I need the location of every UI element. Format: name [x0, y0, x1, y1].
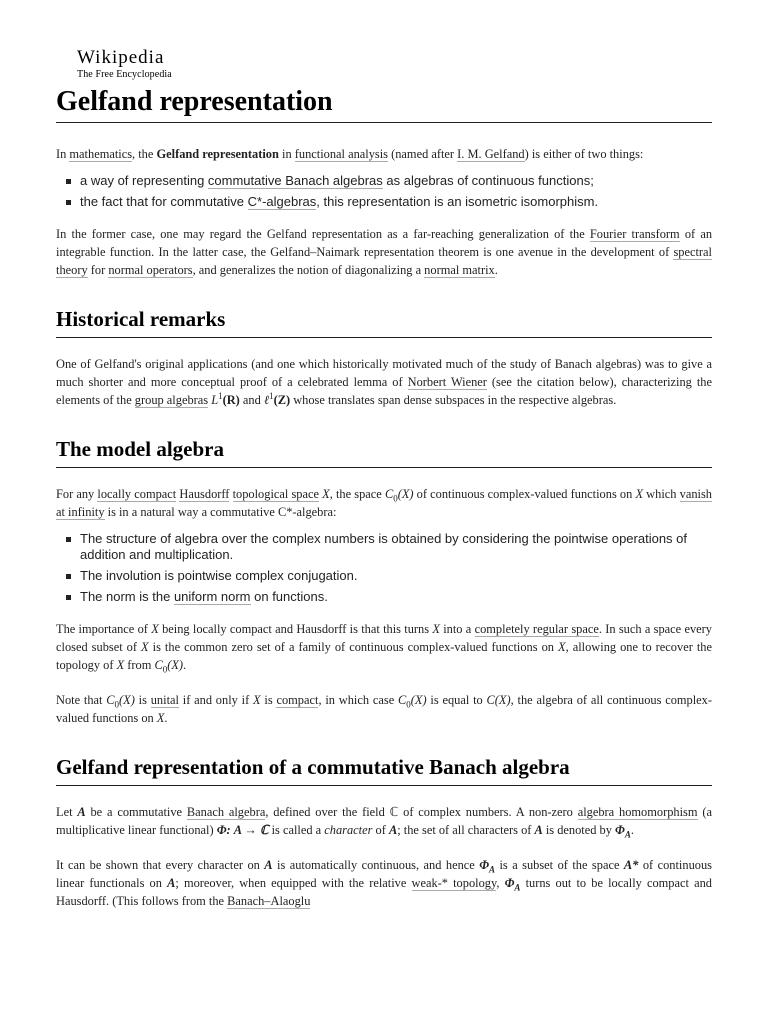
logo-tagline: The Free Encyclopedia [77, 69, 172, 80]
logo-wordmark: Wikipedia [77, 47, 165, 68]
list-item: The norm is the uniform norm on functions. [80, 589, 712, 605]
link-c-star-algebras[interactable]: C*-algebras [247, 194, 317, 209]
link-weak-star-topology[interactable]: weak-* topology [411, 876, 497, 890]
math-ell: ℓ [263, 393, 270, 407]
model-paragraph-1: For any locally compact Hausdorff topological space X, the space $C_0(X)$ of continuous complex-valued functions on X which vanish at infinity is in a natural way a commutative C*-algebra: [56, 487, 712, 519]
link-normal-operators[interactable]: normal operators [108, 263, 193, 277]
list-item: a way of representing commutative Banach algebras as algebras of continuous functions; [80, 173, 712, 189]
link-completely-regular-space[interactable]: completely regular space [474, 622, 599, 636]
link-vanish-at-infinity[interactable]: vanish at infinity [56, 487, 712, 519]
heading-model-algebra: The model algebra [56, 437, 712, 468]
page-title: Gelfand representation [56, 86, 712, 123]
intro-list [56, 173, 712, 210]
intro-paragraph-2: In the former case, one may regard the Gelfand representation as a far-reaching generalization of the Fourier transform of an integrable function. In the latter case, the Gelfand–Naimark representation theorem is one avenue in the development of spectral theory for normal operators, and generalizes the notion of diagonalizing a normal matrix. [56, 227, 713, 277]
link-locally-compact[interactable]: locally compact [97, 487, 177, 501]
list-item: The involution is pointwise complex conjugation. [80, 568, 712, 584]
link-compact[interactable]: compact [276, 693, 319, 707]
math-Z: (Z) [273, 393, 291, 407]
link-functional-analysis[interactable]: functional analysis [294, 147, 389, 161]
link-spectral-theory[interactable]: spectral theory [56, 245, 712, 277]
link-norbert-wiener[interactable]: Norbert Wiener [407, 375, 487, 389]
historical-paragraph: One of Gelfand's original applications (and one which historically motivated much of the study of Banach algebras) was to give a much shorter and more conceptual proof of a celebrated lemma of Norbert Wiener (see the citation below), characterizing the elements of the group algebras $L^1(R)$ and ℓ$^1$(Z) whose translates span dense subspaces in the respective algebras. [56, 357, 712, 407]
link-topological-space[interactable]: topological space [232, 487, 319, 501]
model-list [56, 531, 712, 605]
heading-historical-remarks: Historical remarks [56, 307, 712, 338]
link-normal-matrix[interactable]: normal matrix [424, 263, 495, 277]
link-banach-algebra[interactable]: Banach algebra [186, 805, 266, 819]
math-R: (R) [222, 393, 240, 407]
wikipedia-logo[interactable] [77, 48, 712, 80]
banach-paragraph-2: It can be shown that every character on A is automatically continuous, and hence $\Phi_A$ is a subset of the space A* of continuous linear functionals on A; moreover, when equipped with the relative weak-* topology, $\Phi_A$ turns out to be locally compact and Hausdorff. (This follows from the Banach–Alaoglu [56, 858, 712, 908]
link-gelfand[interactable]: I. M. Gelfand [457, 147, 525, 161]
link-unital[interactable]: unital [150, 693, 179, 707]
link-uniform-norm[interactable]: uniform norm [173, 589, 251, 604]
link-fourier-transform[interactable]: Fourier transform [589, 227, 680, 241]
model-paragraph-3: Note that $C_0(X)$ is unital if and only if X is compact, in which case $C_0(X)$ is equal to C(X), the algebra of all continuous complex-valued functions on X. [56, 693, 712, 725]
link-algebra-homomorphism[interactable]: algebra homomorphism [577, 805, 698, 819]
intro-paragraph-1: In mathematics, the Gelfand representation in functional analysis (named after I. M. Gelfand) is either of two things: [56, 147, 644, 161]
list-item: The structure of algebra over the complex numbers is obtained by considering the pointwise operations of addition and multiplication. [80, 531, 712, 563]
heading-gelfand-banach: Gelfand representation of a commutative Banach algebra [56, 755, 712, 786]
math-L: L [211, 393, 219, 407]
link-hausdorff[interactable]: Hausdorff [179, 487, 230, 501]
model-paragraph-2: The importance of X being locally compact and Hausdorff is that this turns X into a completely regular space. In such a space every closed subset of X is the common zero set of a family of continuous complex-valued functions on X, allowing one to recover the topology of X from $C_0(X)$. [56, 622, 712, 675]
list-item: the fact that for commutative C*-algebras, this representation is an isometric isomorphism. [80, 194, 712, 210]
link-commutative-banach-algebras[interactable]: commutative Banach algebras [207, 173, 383, 188]
banach-paragraph-1: Let A be a commutative Banach algebra, defined over the field ℂ of complex numbers. A non-zero algebra homomorphism (a multiplicative linear functional) Φ: A → ℂ is called a character of A; the set of all characters of A is denoted by $\Phi_A$. [56, 805, 712, 840]
link-mathematics[interactable]: mathematics [69, 147, 133, 161]
link-group-algebras[interactable]: group algebras [134, 393, 209, 407]
bold-term: Gelfand representation [156, 147, 279, 161]
link-banach-alaoglu[interactable]: Banach–Alaoglu [227, 894, 311, 908]
